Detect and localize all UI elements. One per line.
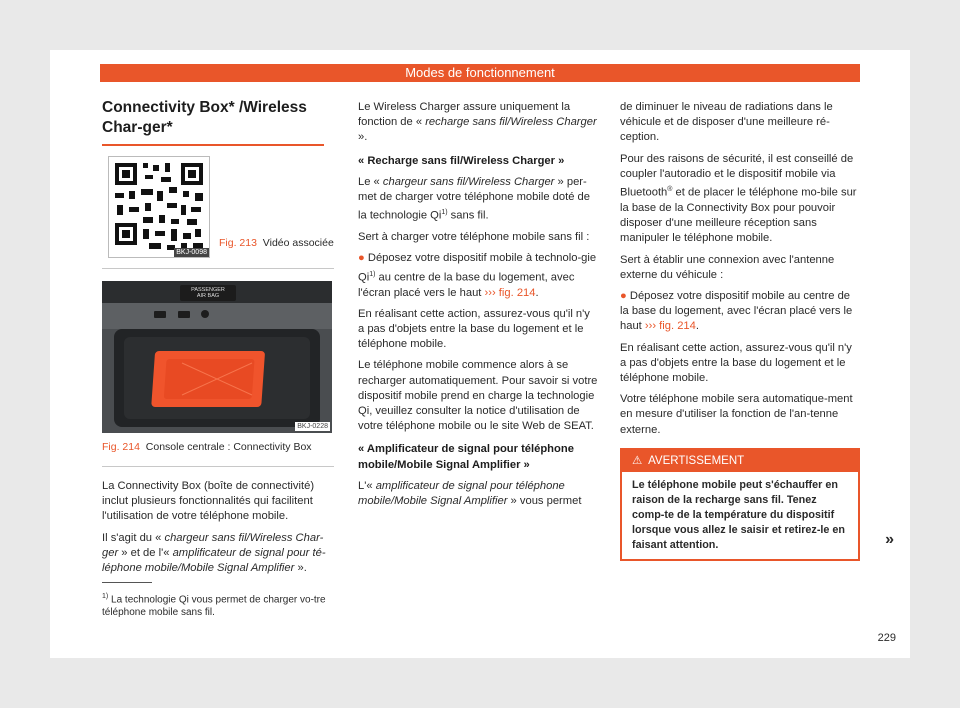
figure-number: Fig. 214 [102,441,140,453]
italic-text: chargeur sans fil/Wireless Charger [382,175,555,188]
bullet-icon: ● [620,289,627,302]
figure-code-label: BKJ-0228 [297,423,328,430]
warning-title: AVERTISSEMENT [648,454,745,467]
bullet-item [620,289,860,335]
figure-link[interactable]: ››› fig. 214 [484,286,536,299]
text-run: et de placer le téléphone mo-bile sur la base de la Connectivity Box pour pouvoir disposer d'une meilleure réception sans manipuler le téléphone mobile. [620,186,857,245]
article-heading: Connectivity Box* /Wireless Char-ger* [102,99,307,136]
text-run: . [695,320,699,333]
figure-code-label: BKJ-0098 [176,249,207,256]
section-title: Modes de fonctionnement [405,65,555,80]
registered-mark: ® [667,186,673,194]
italic-text: chargeur sans fil/Wireless Char-ger [102,531,324,559]
airbag-label-line1: PASSENGER [191,287,225,293]
footnote-mark: 1) [102,593,109,600]
text-run: Déposez votre dispositif mobile à technolo-gie Qi [358,252,597,284]
bullet-item [358,251,598,300]
subheading: « Recharge sans fil/Wireless Charger » [358,154,565,167]
console-image [102,281,332,433]
text-run: Pour des raisons de sécurité, il est conseillé de coupler l'autoradio et le dispositif mobile via Bluetooth [620,152,854,199]
paragraph: Sert à établir une connexion avec l'antenne externe du véhicule : [620,253,835,281]
column-1 [102,98,334,582]
text-run: Le « [358,175,383,188]
text-run: Déposez votre dispositif mobile au centre de la base du logement, avec l'écran placé vers le haut [620,289,853,333]
text-run: au centre de la base du logement, avec l'écran placé vers le haut [358,271,575,299]
text-run: L'« [358,479,376,492]
text-run: sans fil. [447,209,489,222]
column-2 [358,100,598,515]
text-run: » et de l'« [118,546,173,559]
qr-code [108,156,210,258]
figure-213-caption [219,236,334,251]
italic-text: amplificateur de signal pour téléphone mobile/Mobile Signal Amplifier [358,479,565,507]
paragraph: La Connectivity Box (boîte de connectivité) inclut plusieurs fonctionnalités qui facilitent l'utilisation de votre téléphone mobile. [102,480,315,523]
footnote-rule [102,582,152,583]
qr-code-icon [109,157,209,257]
paragraph [102,531,334,577]
text-run: . [535,286,539,299]
heading-underline [102,144,324,146]
warning-body: Le téléphone mobile peut s'échauffer en raison de la recharge sans fil. Tenez comp-te de la température du dispositif lorsque vous allez le saisir et retirez-le en faisant attention. [632,478,846,551]
footnote [102,590,337,619]
footnote-ref: 1) [369,270,376,278]
figure-213 [102,156,334,269]
paragraph: Votre téléphone mobile sera automatique-ment en mesure d'utiliser la fonction de l'an-tenne externe. [620,393,853,436]
paragraph: En réalisant cette action, assurez-vous qu'il n'y a pas d'objets entre la base du logement et le téléphone mobile. [358,307,590,351]
paragraph [620,152,860,247]
figure-caption-text: Console centrale : Connectivity Box [145,441,312,453]
paragraph: En réalisant cette action, assurez-vous qu'il n'y a pas d'objets entre la base du logement et le téléphone mobile. [620,341,852,384]
section-header [100,64,860,82]
paragraph: de diminuer le niveau de radiations dans le véhicule et de disposer d'une meilleure ré-ception. [620,101,833,144]
paragraph [358,175,598,224]
text-run: ». [358,131,368,144]
warning-box [620,448,860,561]
text-run: Le Wireless Charger assure uniquement la fonction de « [358,101,571,129]
figure-214 [102,281,334,467]
italic-text: amplificateur de signal pour té-léphone mobile/Mobile Signal Amplifier [102,546,326,575]
bullet-icon: ● [358,252,365,265]
text-run: ». [294,562,307,575]
console-photo [102,281,332,433]
airbag-label-line2: AIR BAG [196,293,220,299]
paragraph [358,100,598,146]
footnote-ref: 1) [441,209,448,217]
text-run: Il s'agit du « [102,531,165,544]
figure-caption-text: Vidéo associée [262,237,334,249]
italic-text: recharge sans fil/Wireless Charger [425,116,597,129]
paragraph: Sert à charger votre téléphone mobile sans fil : [358,231,590,244]
text-run: » vous permet [507,494,582,507]
footnote-text: La technologie Qi vous permet de charger vo-tre téléphone mobile sans fil. [102,594,326,619]
airbag-label [182,287,234,299]
column-3 [620,100,894,561]
text-run: » per-met de charger votre téléphone mobile doté de la technologie Qi [358,175,590,222]
continue-mark: » [885,531,894,548]
subheading: « Amplificateur de signal pour téléphone mobile/Mobile Signal Amplifier » [358,443,574,471]
paragraph [358,479,598,509]
page-number: 229 [877,632,896,644]
warning-header [622,450,858,472]
paragraph: Le téléphone mobile commence alors à se recharger automatiquement. Pour savoir si votre dispositif mobile prend en charge la technologie Qi, veuillez consulter la notice d'utilisation de votre téléphone mobile ou le site Web de SEAT. [358,359,598,433]
figure-link[interactable]: ››› fig. 214 [644,320,696,333]
manual-page [50,50,910,658]
figure-number: Fig. 213 [219,237,257,249]
warning-icon: ⚠ [632,454,643,467]
figure-214-caption [102,440,334,455]
